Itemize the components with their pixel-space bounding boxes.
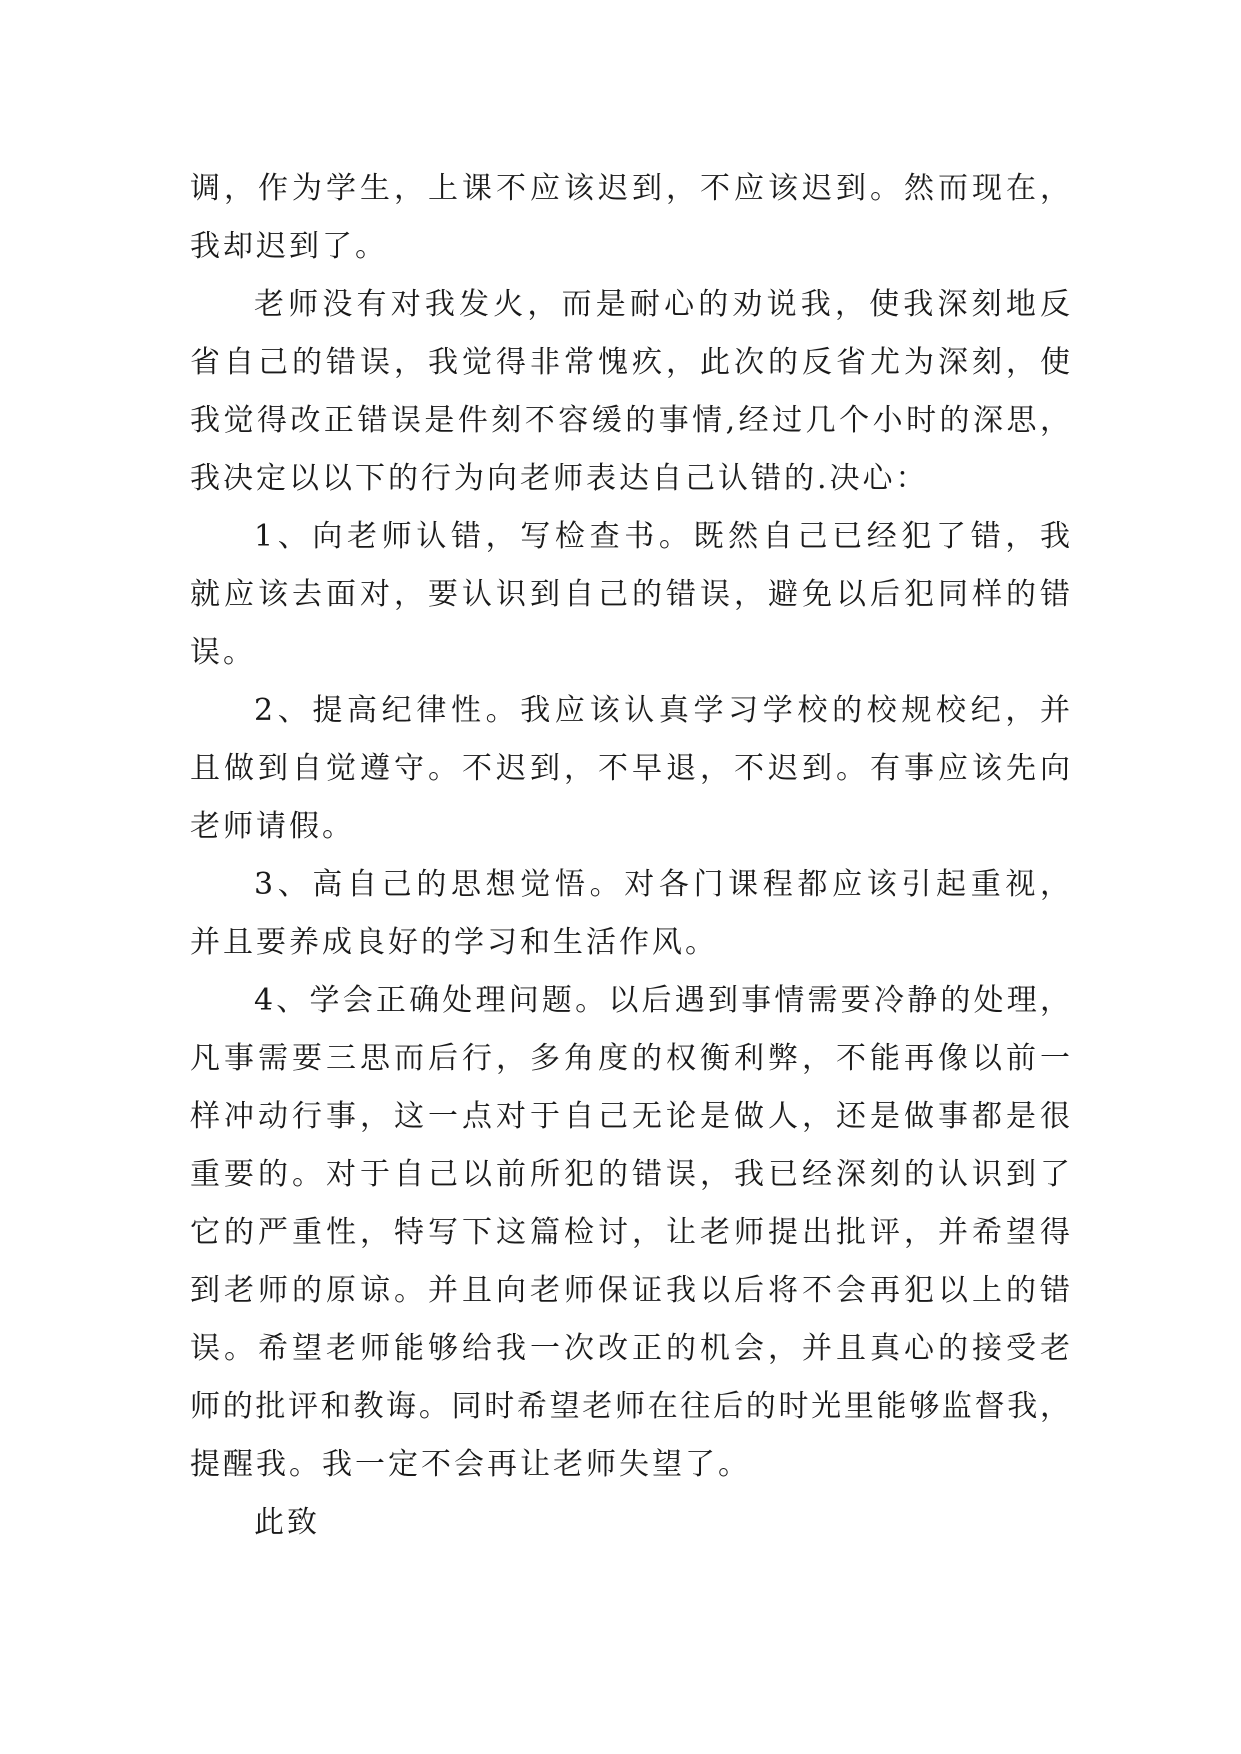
text-line: 它的严重性，特写下这篇检讨，让老师提出批评，并希望得 <box>190 1215 1070 1250</box>
document-page <box>190 160 1070 1552</box>
text-line: 我却迟到了。 <box>190 229 388 264</box>
text-line: 到老师的原谅。并且向老师保证我以后将不会再犯以上的错 <box>190 1273 1070 1308</box>
list-item-1-line: 1、向老师认错，写检查书。既然自己已经犯了错，我 <box>254 519 1070 554</box>
text-line: 我觉得改正错误是件刻不容缓的事情,经过几个小时的深思， <box>190 403 1070 438</box>
text-line: 误。希望老师能够给我一次改正的机会，并且真心的接受老 <box>190 1331 1070 1366</box>
list-item-4-line: 4、学会正确处理问题。以后遇到事情需要冷静的处理， <box>254 983 1070 1018</box>
text-line: 省自己的错误，我觉得非常愧疚，此次的反省尤为深刻，使 <box>190 345 1070 380</box>
text-line: 凡事需要三思而后行，多角度的权衡利弊，不能再像以前一 <box>190 1041 1070 1076</box>
text-line: 我决定以以下的行为向老师表达自己认错的.决心： <box>190 461 929 496</box>
text-line: 误。 <box>190 635 256 670</box>
text-line: 师的批评和教诲。同时希望老师在往后的时光里能够监督我， <box>190 1389 1070 1424</box>
text-line: 提醒我。我一定不会再让老师失望了。 <box>190 1447 751 1482</box>
paragraph-start-line: 老师没有对我发火，而是耐心的劝说我，使我深刻地反 <box>254 287 1070 322</box>
text-line: 并且要养成良好的学习和生活作风。 <box>190 925 718 960</box>
text-line: 重要的。对于自己以前所犯的错误，我已经深刻的认识到了 <box>190 1157 1070 1192</box>
text-line: 调，作为学生，上课不应该迟到，不应该迟到。然而现在， <box>190 171 1070 206</box>
list-item-2-line: 2、提高纪律性。我应该认真学习学校的校规校纪，并 <box>254 693 1070 728</box>
text-line: 就应该去面对，要认识到自己的错误，避免以后犯同样的错 <box>190 577 1070 612</box>
text-line: 样冲动行事，这一点对于自己无论是做人，还是做事都是很 <box>190 1099 1070 1134</box>
text-line: 且做到自觉遵守。不迟到，不早退，不迟到。有事应该先向 <box>190 751 1070 786</box>
closing-salutation: 此致 <box>254 1505 320 1540</box>
list-item-3-line: 3、高自己的思想觉悟。对各门课程都应该引起重视， <box>254 867 1070 902</box>
text-line: 老师请假。 <box>190 809 355 844</box>
